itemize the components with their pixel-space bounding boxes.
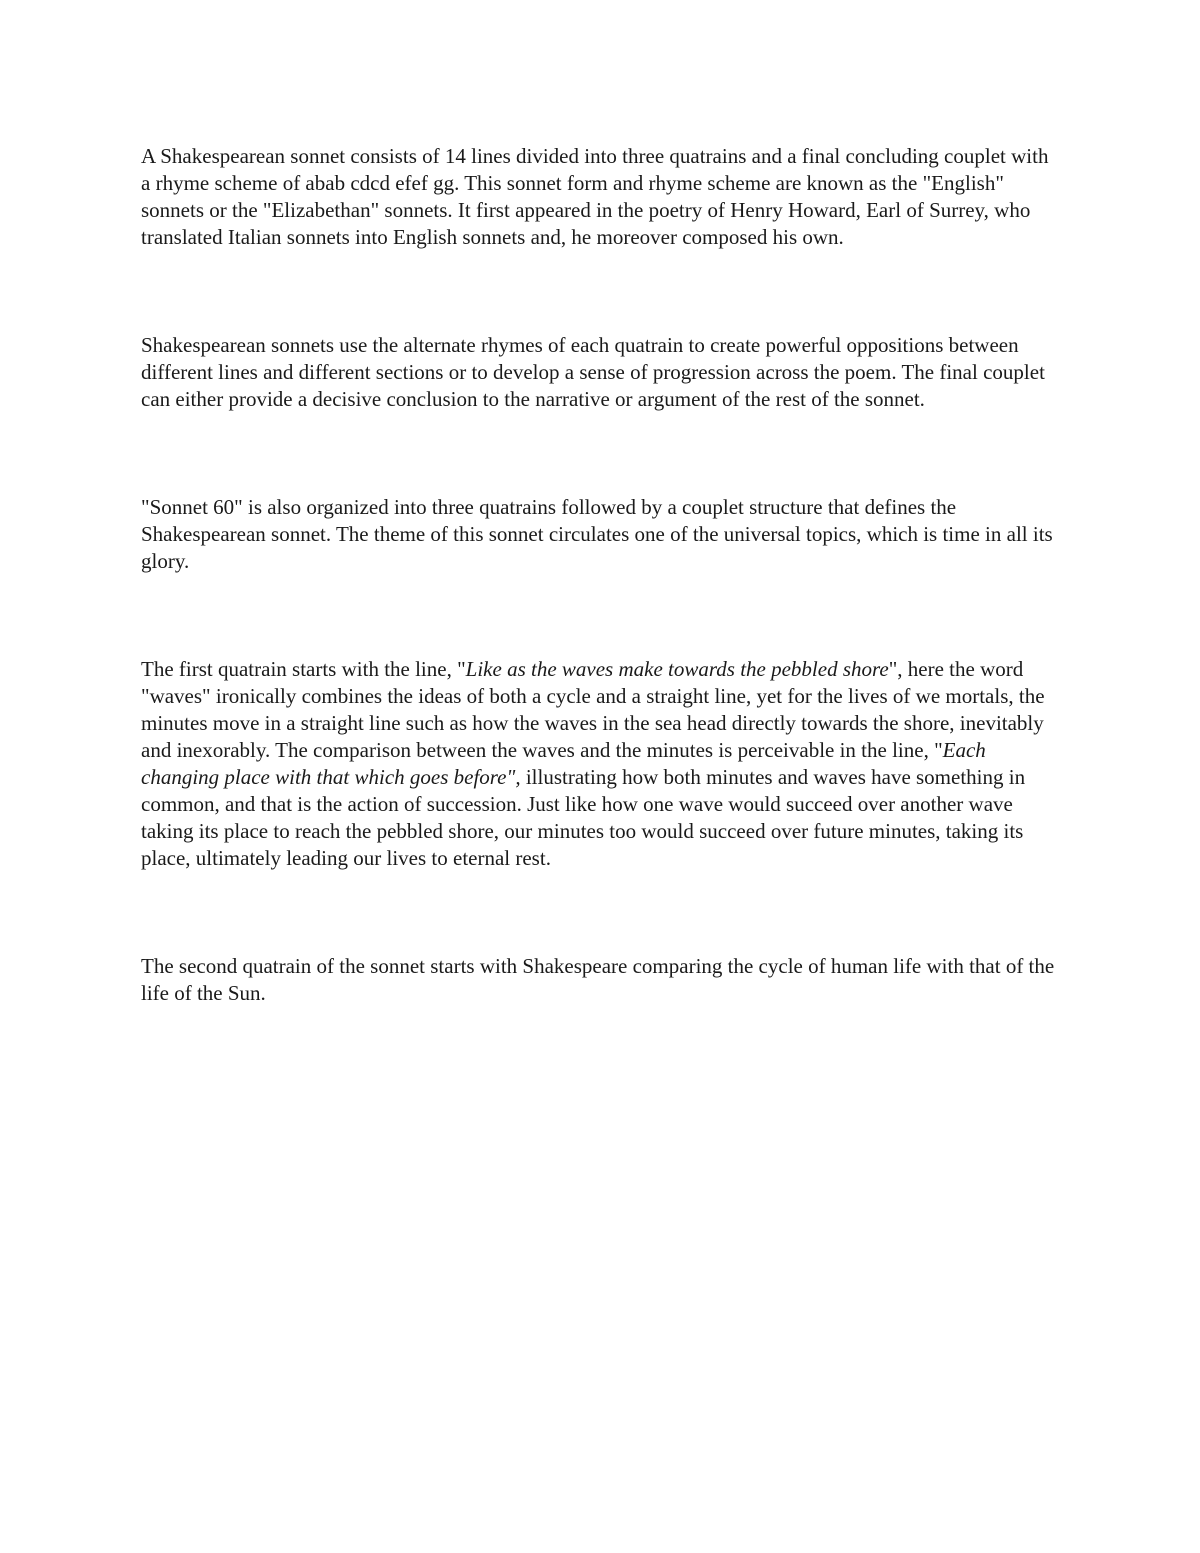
paragraph-first-quatrain	[141, 656, 1061, 872]
document-body	[141, 143, 1061, 1007]
first-quatrain-text-part-3: illustrating how both minutes and waves have something in common, and that is the action of succession. Just like how one wave would succeed over another wave taking its place to reach the pebbled shore, our minutes too would succeed over future minutes, taking its place, ultimately leading our lives to eternal rest.	[141, 765, 1026, 870]
paragraph-rhyme-use: Shakespearean sonnets use the alternate rhymes of each quatrain to create powerful oppositions between different lines and different sections or to develop a sense of progression across the poem. The final couplet can either provide a decisive conclusion to the narrative or argument of the rest of the sonnet.	[141, 333, 1045, 411]
paragraph-sonnet-60-intro: "Sonnet 60" is also organized into three quatrains followed by a couplet structure that defines the Shakespearean sonnet. The theme of this sonnet circulates one of the universal topics, which is time in all its glory.	[141, 495, 1053, 573]
first-quatrain-text-part-2: ", here the word "waves" ironically combines the ideas of both a cycle and a straight line, yet for the lives of we mortals, the minutes move in a straight line such as how the waves in the sea head directly towards the shore, inevitably and inexorably. The comparison between the waves and the minutes is perceivable in the line, "	[141, 657, 1045, 762]
quoted-line-waves: Like as the waves make towards the pebbled shore	[465, 657, 889, 681]
quoted-line-changing-place: Each changing place with that which goes before",	[141, 738, 986, 789]
paragraph-second-quatrain: The second quatrain of the sonnet starts with Shakespeare comparing the cycle of human life with that of the life of the Sun.	[141, 954, 1055, 1005]
first-quatrain-text-part-1: The first quatrain starts with the line, "	[141, 657, 466, 681]
paragraph-sonnet-definition: A Shakespearean sonnet consists of 14 lines divided into three quatrains and a final concluding couplet with a rhyme scheme of abab cdcd efef gg. This sonnet form and rhyme scheme are known as the "English" sonnets or the "Elizabethan" sonnets. It first appeared in the poetry of Henry Howard, Earl of Surrey, who translated Italian sonnets into English sonnets and, he moreover composed his own.	[141, 144, 1049, 249]
